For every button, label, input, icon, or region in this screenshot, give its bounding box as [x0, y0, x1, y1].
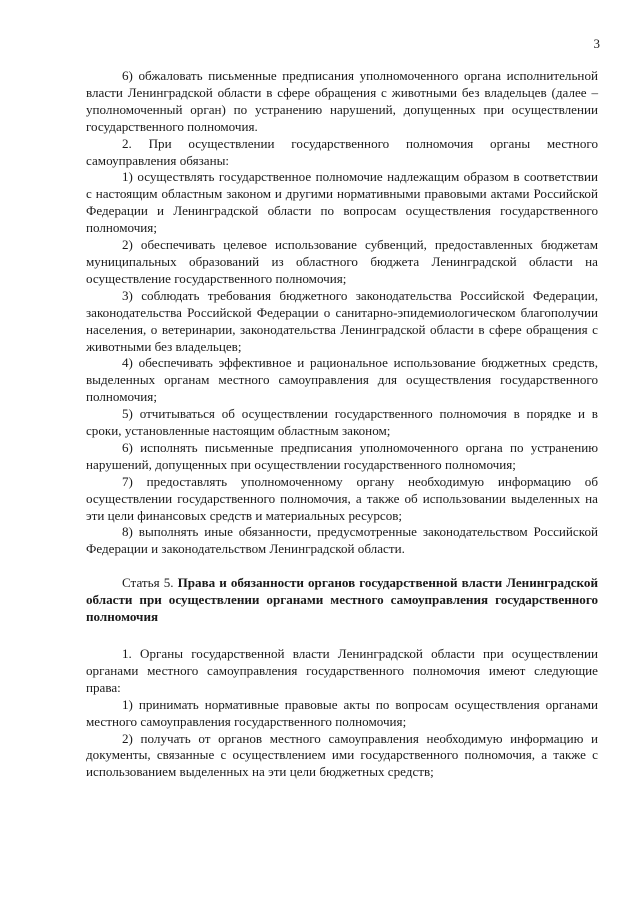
article-title: Права и обязанности органов государственной власти Ленинградской области при осуществлении органами местного самоуправления государственного полномочия: [86, 575, 598, 625]
article-label: Статья 5.: [122, 575, 174, 591]
paragraph: 2. При осуществлении государственного полномочия органы местного самоуправления обязаны:: [86, 135, 598, 168]
paragraph: 4) обеспечивать эффективное и рациональное использование бюджетных средств, выделенных органам местного самоуправления для осуществления государственного полномочия;: [86, 355, 598, 405]
paragraph: 6) обжаловать письменные предписания уполномоченного органа исполнительной власти Ленинградской области в сфере обращения с животными без владельцев (далее – уполномоченный орган) по устранению нарушений, допущенных при осуществлении государственного полномочия.: [86, 68, 598, 134]
paragraph: 1) осуществлять государственное полномочие надлежащим образом в соответствии с настоящим областным законом и другими нормативными правовыми актами Российской Федерации и Ленинградской области по вопросам осуществления государственного полномочия;: [86, 169, 598, 236]
paragraph: 2) обеспечивать целевое использование субвенций, предоставленных бюджетам муниципальных образований из областного бюджета Ленинградской области на осуществление государственного полномочия;: [86, 237, 598, 286]
document-body: [86, 68, 598, 781]
article-heading: [86, 575, 598, 626]
paragraph: 1) принимать нормативные правовые акты по вопросам осуществления органами местного самоуправления государственного полномочия;: [86, 696, 598, 729]
paragraph: 5) отчитываться об осуществлении государственного полномочия в порядке и в сроки, установленные настоящим областным законом;: [86, 406, 598, 439]
paragraph: 6) исполнять письменные предписания уполномоченного органа по устранению нарушений, допущенных при осуществлении государственного полномочия;: [86, 439, 598, 472]
paragraph: 8) выполнять иные обязанности, предусмотренные законодательством Российской Федерации и законодательством Ленинградской области.: [86, 524, 598, 557]
paragraph: 7) предоставлять уполномоченному органу необходимую информацию об осуществлении государственного полномочия, а также об использовании выделенных на эти цели финансовых средств и материальных ресурсов;: [86, 473, 598, 523]
paragraph: 2) получать от органов местного самоуправления необходимую информацию и документы, связанные с осуществлением ими государственного полномочия, а также с использованием выделенных на эти цели бюджетных средств;: [86, 730, 598, 780]
page-number: 3: [593, 36, 600, 51]
paragraph: 3) соблюдать требования бюджетного законодательства Российской Федерации, законодательства Российской Федерации о санитарно-эпидемиологическом благополучии населения, о ветеринарии, законодательства Ленинградской области в сфере обращения с животными без владельцев;: [86, 287, 598, 354]
section-gap: [86, 558, 598, 575]
paragraph: 1. Органы государственной власти Ленинградской области при осуществлении органами местного самоуправления государственного полномочия имеют следующие права:: [86, 646, 598, 695]
section-gap: [86, 626, 598, 646]
